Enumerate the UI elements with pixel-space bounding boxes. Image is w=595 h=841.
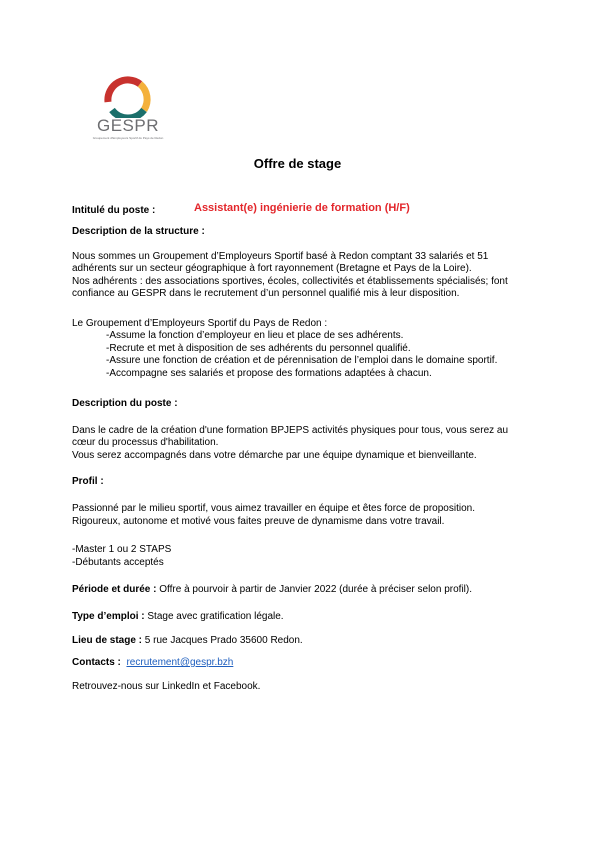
structure-line: confiance au GESPR dans le recrutement d’un personnel qualifié mis à leur disposition. [72,288,460,299]
contacts-line [72,657,233,669]
intitule-value: Assistant(e) ingénierie de formation (H/F) [194,202,410,214]
footer-social: Retrouvez-nous sur LinkedIn et Facebook. [72,681,261,692]
structure-bullet: -Accompagne ses salariés et propose des formations adaptées à chacun. [106,368,432,379]
poste-line: cœur du processus d'habilitation. [72,437,219,448]
gespr-logo [88,76,168,142]
structure-bullet: -Assume la fonction d’employeur en lieu et place de ses adhérents. [106,330,404,341]
lieu-label: Lieu de stage : [72,635,143,646]
type-label: Type d’emploi : [72,611,145,622]
logo-wordmark: GESPR [96,116,160,135]
structure-line: adhérents sur un secteur géographique à fort rayonnement (Bretagne et Pays de la Loire). [72,263,472,274]
structure-line: Nos adhérents : des associations sportives, écoles, collectivités et établissements spécialisés; font [72,276,508,287]
profil-heading: Profil : [72,476,104,487]
contact-email-link[interactable]: recrutement@gespr.bzh [126,657,234,668]
intitule-label: Intitulé du poste : [72,205,156,216]
structure-line: Nous sommes un Groupement d’Employeurs Sportif basé à Redon comptant 33 salariés et 51 [72,251,489,262]
page-title: Offre de stage [253,156,342,171]
structure-heading: Description de la structure : [72,226,205,237]
profil-item: -Master 1 ou 2 STAPS [72,544,172,555]
contacts-label: Contacts : [72,657,121,668]
lieu-line [72,635,303,647]
periode-line [72,584,472,596]
profil-item: -Débutants acceptés [72,557,164,568]
type-value: Stage avec gratification légale. [144,611,284,622]
poste-heading: Description du poste : [72,398,178,409]
periode-label: Période et durée : [72,584,157,595]
structure-bullet: -Recrute et met à disposition de ses adhérents du personnel qualifié. [106,343,411,354]
structure-bullet: -Assure une fonction de création et de pérennisation de l’emploi dans le domaine sportif. [106,355,498,366]
profil-line: Passionné par le milieu sportif, vous aimez travailler en équipe et êtes force de proposition. [72,503,475,514]
logo-tagline: Groupement d'Employeurs Sportif du Pays de Redon [92,136,164,140]
lieu-value: 5 rue Jacques Prado 35600 Redon. [142,635,303,646]
logo-swirl-icon [100,76,156,118]
profil-line: Rigoureux, autonome et motivé vous faites preuve de dynamisme dans votre travail. [72,516,445,527]
type-line [72,611,284,623]
poste-line: Vous serez accompagnés dans votre démarche par une équipe dynamique et bienveillante. [72,450,477,461]
periode-value: Offre à pourvoir à partir de Janvier 2022 (durée à préciser selon profil). [156,584,472,595]
structure-intro: Le Groupement d’Employeurs Sportif du Pays de Redon : [72,318,328,329]
poste-line: Dans le cadre de la création d'une formation BPJEPS activités physiques pour tous, vous serez au [72,425,509,436]
